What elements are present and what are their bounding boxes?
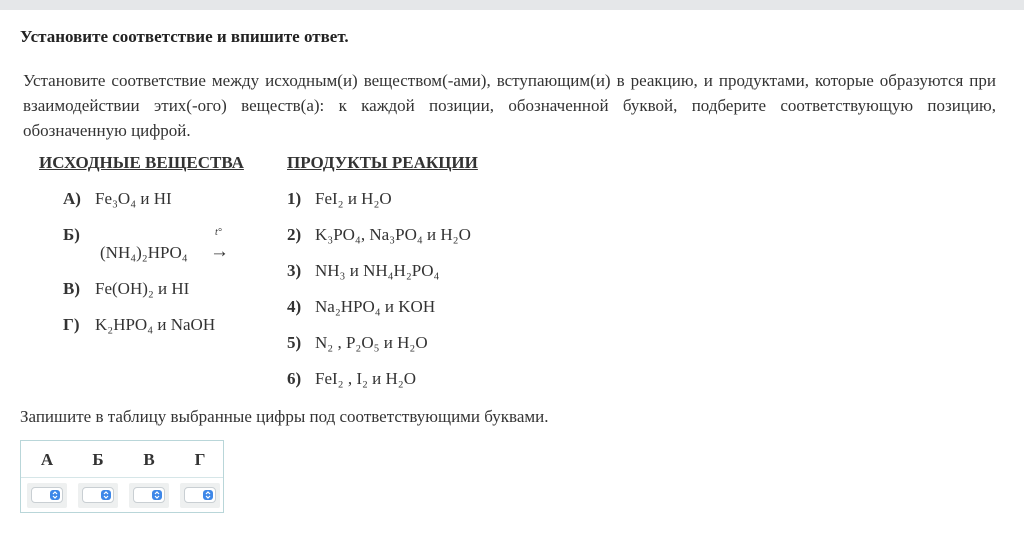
product-formula: NH₃ и NH₄H₂PO₄: [315, 261, 440, 280]
select-arrows-icon: [101, 490, 111, 500]
product-label: 3): [287, 261, 302, 280]
question-text: Установите соответствие между исходным(и) веществом(-ами), вступающим(и) в реакцию, и продуктами, которые образуются при взаимодействии этих(-ого) веществ(а): к каждой позиции, обозначенной буквой, подберите соответствующую позицию, обозначенную цифрой.: [23, 71, 996, 140]
task-title: Установите соответствие и впишите ответ.: [20, 27, 349, 46]
answer-cell-a: [27, 483, 67, 508]
reactant-formula: (NH₄)₂HPO₄: [100, 243, 188, 262]
product-label: 1): [287, 189, 302, 208]
reactant-label: В): [63, 279, 80, 298]
answer-select-a[interactable]: [31, 487, 63, 503]
answer-cell-b: [78, 483, 118, 508]
product-label: 4): [287, 297, 302, 316]
select-arrows-icon: [203, 490, 213, 500]
answer-table: [20, 440, 224, 513]
select-arrows-icon: [152, 490, 162, 500]
reaction-arrow-icon: →: [210, 241, 229, 262]
answer-header-a: А: [40, 450, 54, 469]
answer-select-v[interactable]: [133, 487, 165, 503]
table-divider: [21, 477, 223, 478]
product-formula: FeI₂ и H₂O: [315, 189, 392, 208]
product-4: [287, 297, 435, 317]
reactant-v: [63, 279, 189, 299]
product-1: [287, 189, 392, 209]
reactant-g: [63, 315, 215, 335]
instruction-text: Запишите в таблицу выбранные цифры под соответствующими буквами.: [20, 407, 549, 426]
product-label: 2): [287, 225, 302, 244]
answer-header-b: Б: [92, 450, 104, 469]
answer-select-b[interactable]: [82, 487, 114, 503]
reactant-label: А): [63, 189, 81, 208]
product-formula: K₃PO₄, Na₃PO₄ и H₂O: [315, 225, 471, 244]
product-label: 5): [287, 333, 302, 352]
select-arrows-icon: [50, 490, 60, 500]
answer-cell-g: [180, 483, 220, 508]
answer-header-v: В: [143, 450, 155, 469]
product-formula: FeI₂ , I₂ и H₂O: [315, 369, 417, 388]
product-formula: Na₂HPO₄ и KOH: [315, 297, 436, 316]
reactants-header: ИСХОДНЫЕ ВЕЩЕСТВА: [39, 153, 244, 172]
products-header: ПРОДУКТЫ РЕАКЦИИ: [287, 153, 478, 172]
reactant-formula: Fe(OH)₂ и HI: [95, 279, 190, 298]
temperature-condition: t°: [215, 227, 222, 238]
reactant-formula: Fe₃O₄ и HI: [95, 189, 172, 208]
product-2: [287, 225, 471, 245]
reactant-formula: K₂HPO₄ и NaOH: [95, 315, 216, 334]
answer-cell-v: [129, 483, 169, 508]
product-5: [287, 333, 428, 353]
answer-select-g[interactable]: [184, 487, 216, 503]
reactant-b-label-row: [63, 225, 80, 245]
product-label: 6): [287, 369, 302, 388]
answer-header-g: Г: [194, 450, 206, 469]
product-formula: N₂ , P₂O₅ и H₂O: [315, 333, 428, 352]
top-bar: [0, 0, 1024, 10]
reactant-label: Г): [63, 315, 80, 334]
product-6: [287, 369, 416, 389]
product-3: [287, 261, 439, 281]
reactant-label: Б): [63, 225, 80, 244]
reactant-a: [63, 189, 172, 209]
